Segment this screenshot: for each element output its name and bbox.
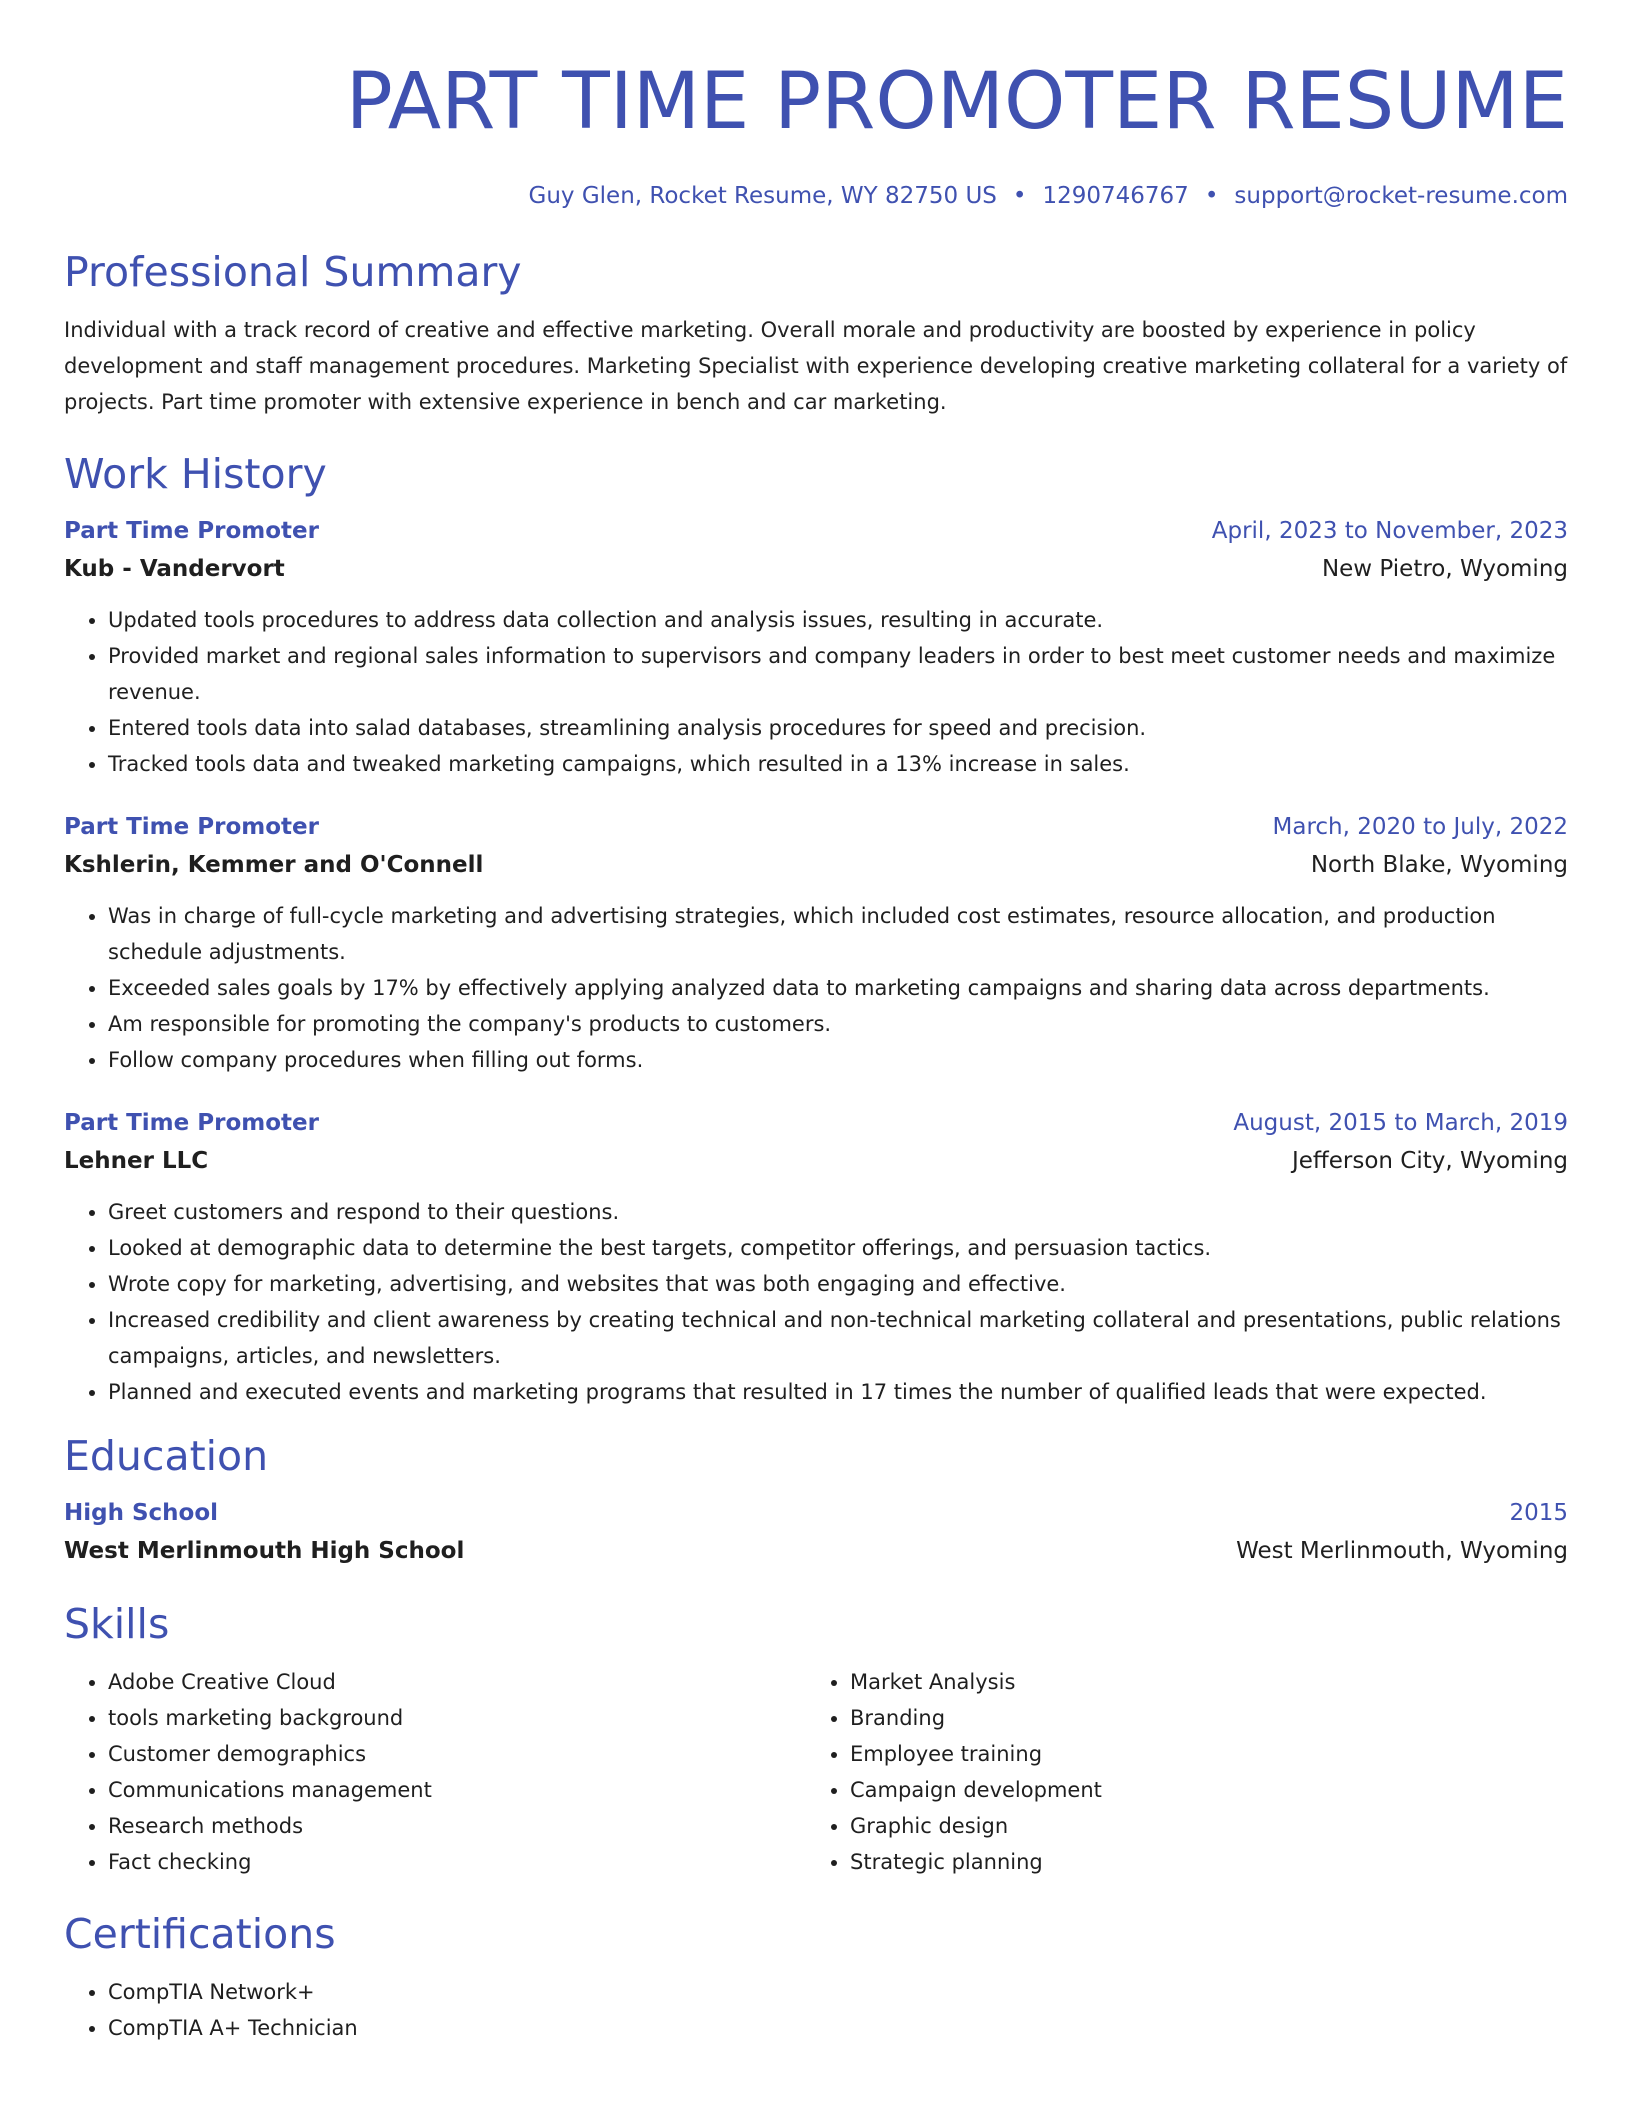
skill-item: • Research methods — [108, 1808, 806, 1844]
skill-item: • Branding — [850, 1700, 1548, 1736]
skill-item: • Strategic planning — [850, 1844, 1548, 1880]
list-item: • Looked at demographic data to determine the best targets, competitor offerings, and persuasion tactics. — [108, 1230, 1568, 1266]
job-entry — [64, 512, 1568, 782]
work-history-section — [64, 448, 1568, 1410]
skills-heading: Skills — [64, 1600, 170, 1648]
contact-separator: • — [1204, 183, 1219, 209]
skill-item: • Campaign development — [850, 1772, 1548, 1808]
contact-phone: 1290746767 — [1042, 183, 1189, 209]
list-item: • Provided market and regional sales information to supervisors and company leaders in order to best meet customer needs and maximize revenue. — [108, 638, 1568, 710]
education-entry — [64, 1494, 1568, 1570]
certification-item: • CompTIA Network+ — [108, 1974, 1568, 2010]
job-bullets — [64, 602, 1568, 782]
job-bullets — [64, 898, 1568, 1078]
contact-email[interactable]: support@rocket-resume.com — [1234, 183, 1568, 209]
job-company: Kshlerin, Kemmer and O'Connell — [64, 852, 484, 878]
list-item: • Follow company procedures when filling out forms. — [108, 1042, 1568, 1078]
job-location: Jefferson City, Wyoming — [1291, 1148, 1568, 1174]
list-item: • Entered tools data into salad databases, streamlining analysis procedures for speed and precision. — [108, 710, 1568, 746]
certifications-list — [64, 1974, 1568, 2046]
education-heading: Education — [64, 1432, 269, 1480]
education-degree: High School — [64, 1500, 219, 1526]
skill-item: • Adobe Creative Cloud — [108, 1664, 806, 1700]
education-year: 2015 — [1509, 1500, 1568, 1526]
skill-item: • Employee training — [850, 1736, 1548, 1772]
skill-item: • Market Analysis — [850, 1664, 1548, 1700]
education-location: West Merlinmouth, Wyoming — [1236, 1538, 1568, 1564]
certifications-section — [64, 1908, 1568, 2046]
summary-section — [64, 246, 1568, 420]
skill-item: • Communications management — [108, 1772, 806, 1808]
job-title: Part Time Promoter — [64, 1110, 319, 1136]
contact-line — [64, 180, 1568, 212]
job-title: Part Time Promoter — [64, 814, 319, 840]
contact-separator: • — [1012, 183, 1027, 209]
job-company: Kub - Vandervort — [64, 556, 285, 582]
job-dates: March, 2020 to July, 2022 — [1272, 814, 1568, 840]
skill-item: • Graphic design — [850, 1808, 1548, 1844]
job-title: Part Time Promoter — [64, 518, 319, 544]
job-dates: April, 2023 to November, 2023 — [1211, 518, 1568, 544]
job-entry — [64, 1104, 1568, 1410]
job-bullets — [64, 1194, 1568, 1410]
summary-text: Individual with a track record of creative and effective marketing. Overall morale and productivity are boosted by experience in policy development and staff management procedures. Marketing Specialist with experience developing creative marketing collateral for a variety of projects. Part time promoter with extensive experience in bench and car marketing. — [64, 318, 1568, 414]
list-item: • Planned and executed events and marketing programs that resulted in 17 times the number of qualified leads that were expected. — [108, 1374, 1568, 1410]
list-item: • Was in charge of full-cycle marketing and advertising strategies, which included cost estimates, resource allocation, and production schedule adjustments. — [108, 898, 1568, 970]
skill-item: • Customer demographics — [108, 1736, 806, 1772]
skill-item: • tools marketing background — [108, 1700, 806, 1736]
list-item: • Updated tools procedures to address data collection and analysis issues, resulting in accurate. — [108, 602, 1568, 638]
job-location: New Pietro, Wyoming — [1321, 556, 1568, 582]
work-history-heading: Work History — [64, 450, 327, 498]
education-section — [64, 1430, 1568, 1570]
certification-item: • CompTIA A+ Technician — [108, 2010, 1568, 2046]
job-location: North Blake, Wyoming — [1310, 852, 1568, 878]
list-item: • Wrote copy for marketing, advertising, and websites that was both engaging and effective. — [108, 1266, 1568, 1302]
page-title: PART TIME PROMOTER RESUME — [345, 57, 1568, 147]
skills-column-right — [806, 1664, 1548, 1880]
list-item: • Exceeded sales goals by 17% by effectively applying analyzed data to marketing campaigns and sharing data across departments. — [108, 970, 1568, 1006]
list-item: • Greet customers and respond to their questions. — [108, 1194, 1568, 1230]
list-item: • Tracked tools data and tweaked marketing campaigns, which resulted in a 13% increase in sales. — [108, 746, 1568, 782]
contact-address: Guy Glen, Rocket Resume, WY 82750 US — [528, 183, 997, 209]
job-company: Lehner LLC — [64, 1148, 209, 1174]
job-dates: August, 2015 to March, 2019 — [1233, 1110, 1568, 1136]
skills-section — [64, 1598, 1568, 1880]
list-item: • Increased credibility and client awareness by creating technical and non-technical marketing collateral and presentations, public relations campaigns, articles, and newsletters. — [108, 1302, 1568, 1374]
summary-heading: Professional Summary — [64, 248, 522, 296]
skills-column-left — [64, 1664, 806, 1880]
list-item: • Am responsible for promoting the company's products to customers. — [108, 1006, 1568, 1042]
skill-item: • Fact checking — [108, 1844, 806, 1880]
resume-page — [64, 0, 1568, 2046]
certifications-heading: Certifications — [64, 1910, 336, 1958]
skills-grid — [64, 1664, 1568, 1880]
education-school: West Merlinmouth High School — [64, 1538, 465, 1564]
job-entry — [64, 808, 1568, 1078]
